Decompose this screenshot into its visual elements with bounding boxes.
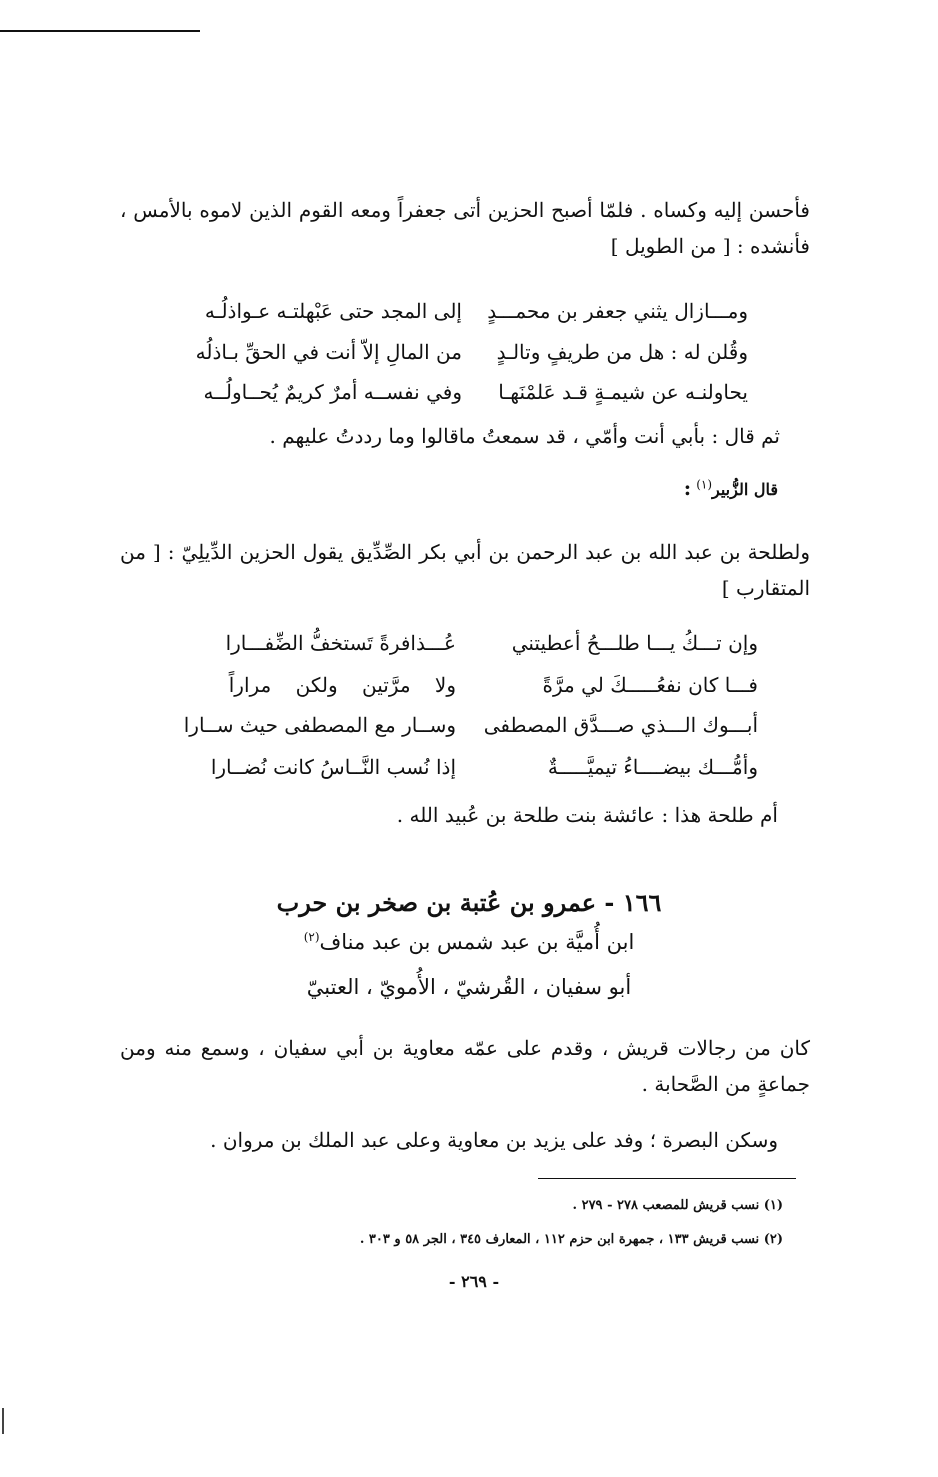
poem2-verse3-first-hemistich: أبـــوك الـــذي صـــدَّق المصطفى (483, 713, 758, 737)
zubair-footnote-ref: (١) (696, 477, 713, 492)
zubair-label: قال الزُّبير (712, 480, 778, 499)
entry-paragraph-1: كان من رجالات قريش ، وقدم على عمّه معاوية بن أبي سفيان ، وسمع منه ومن جماعةٍ من الصَّحابة . (120, 1036, 810, 1096)
poem2-verse2-second-hemistich: ولا مرَّتين ولكن مراراً (228, 673, 456, 697)
poem1-verse2-first-hemistich: وقُلن له : هل من طريفٍ وتالـدٍ (496, 340, 748, 364)
poem1-verse3-second-hemistich: وفي نفســه أمرٌ كريمٌ يُحــاولُــه (203, 380, 462, 404)
entry-subtitle-kunya: أبو سفيان ، القُرشيّ ، الأُمويّ ، العتبيّ (306, 975, 632, 999)
poem2-verse1-first-hemistich: وإن تـــكُ يـــا طلـــحُ أعطيتني (511, 631, 758, 655)
entry-subtitle-lineage (119, 930, 819, 954)
poem2-verse1-second-hemistich: عُـــذافرةً تَستخفُّ الضِّفـــارا (225, 631, 456, 655)
mother-of-talha-line: أم طلحة هذا : عائشة بنت طلحة بن عُبيد الله . (396, 803, 778, 827)
poem2-verse2-first-hemistich: فـــا كان نفعُـــــكَ لي مرَّةً (542, 673, 758, 697)
poem2-verse3-second-hemistich: وســار مع المصطفى حيث ســارا (183, 713, 456, 737)
intro-paragraph: فأحسن إليه وكساه . فلمّا أصبح الحزين أتى جعفراً ومعه القوم الذين لاموه بالأمس ، فأنشده : [ من الطويل ] (120, 198, 810, 258)
page-number: - ٢٦٩ - (448, 1272, 500, 1291)
footnote-separator (538, 1178, 796, 1179)
footnote-2: (٢) نسب قريش ١٣٣ ، جمهرة ابن حزم ١١٢ ، المعارف ٣٤٥ ، الجر ٥٨ و ٣٠٣ . (359, 1232, 783, 1247)
poem1-verse3-first-hemistich: يحاولنـه عن شيمـةٍ قـد عَلمْنَهـا (498, 380, 748, 404)
zubair-colon: : (683, 476, 692, 500)
entry-title: ١٦٦ - عمرو بن عُتبة بن صخر بن حرب (276, 888, 662, 917)
poem1-verse1-first-hemistich: ومـــازال يثني جعفر بن محمـــدٍ (487, 299, 748, 323)
footnote-1: (١) نسب قريش للمصعب ٢٧٨ - ٢٧٩ . (572, 1198, 783, 1213)
entry-footnote-ref: (٢) (303, 930, 320, 944)
poem1-verse1-second-hemistich: إلى المجد حتى عَبْهلتـه عـواذلُـه (204, 299, 462, 323)
top-left-scan-line (0, 30, 200, 32)
poem2-verse4-second-hemistich: إذا نُسب النَّــاسُ كانت نُضــارا (210, 755, 456, 779)
entry-paragraph-2: وسكن البصرة ؛ وفد على يزيد بن معاوية وعلى عبد الملك بن مروان . (210, 1128, 778, 1152)
after-poem1-line: ثم قال : بأبي أنت وأمّي ، قد سمعتُ ماقالوا وما رددتُ عليهم . (269, 424, 780, 448)
zubair-heading (478, 476, 778, 500)
poem1-verse2-second-hemistich: من المالِ إلاّ أنت في الحقِّ بـاذلُه (195, 340, 462, 364)
poem2-verse4-first-hemistich: وأمُّـــك بيضــــاءُ تيميَّـــــةٌ (547, 755, 758, 779)
entry-subtitle-lineage-text: ابن أُميَّة بن عبد شمس بن عبد مناف (319, 930, 635, 954)
left-edge-mark (2, 1408, 4, 1434)
talha-paragraph: ولطلحة بن عبد الله بن عبد الرحمن بن أبي بكر الصِّدِّيق يقول الحزين الدِّيلِيّ : [ من المتقارب ] (120, 540, 810, 600)
